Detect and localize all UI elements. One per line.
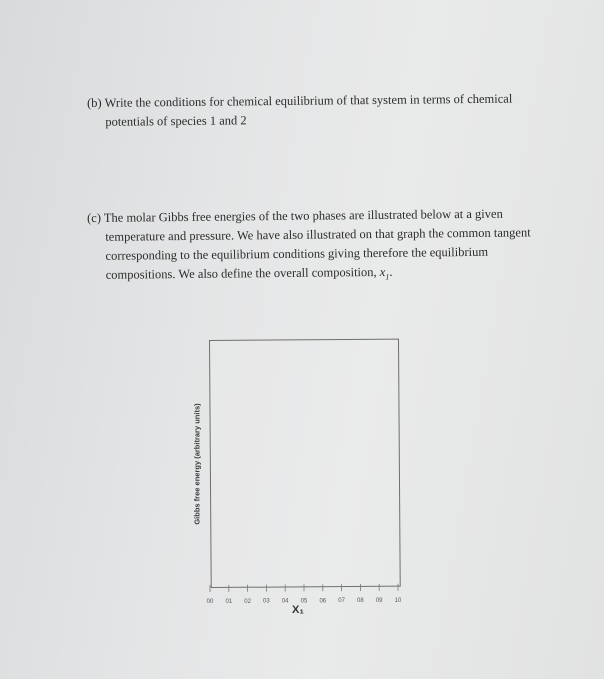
part-b-line-1: (b) Write the conditions for chemical equilibrium of that system in terms of chemical bbox=[87, 91, 513, 110]
x-tick-label: 00 bbox=[206, 599, 214, 605]
part-c-line-4-text: compositions. We also define the overall composition, bbox=[105, 264, 380, 282]
part-c-line-4-end: . bbox=[389, 264, 393, 279]
x-tick-label: 09 bbox=[375, 597, 383, 604]
x-tick-label: 05 bbox=[300, 598, 308, 605]
x-tick-label: 04 bbox=[281, 598, 289, 605]
x-axis-label: X₁ bbox=[292, 604, 304, 616]
y-axis-label: Gibbs free energy (arbitrary units) bbox=[192, 403, 202, 525]
composition-subscript: 1 bbox=[385, 272, 390, 282]
x-tick-label: 08 bbox=[357, 598, 364, 605]
x-tick-label: 03 bbox=[263, 598, 270, 605]
x-tick-label: 01 bbox=[225, 598, 233, 605]
part-b-line-2: potentials of species 1 and 2 bbox=[105, 113, 247, 129]
part-c-line-2: temperature and pressure. We have also illustrated on that graph the common tangent bbox=[105, 225, 531, 244]
x-tick-label: 06 bbox=[319, 598, 327, 605]
composition-symbol: x bbox=[379, 264, 386, 279]
x-tick-label: 07 bbox=[338, 598, 345, 605]
part-c-line-3: corresponding to the equilibrium conditions giving therefore the equilibrium bbox=[105, 244, 489, 263]
x-tick-label: 02 bbox=[244, 598, 251, 605]
x-tick-label: 10 bbox=[394, 597, 402, 604]
part-c-line-1: (c) The molar Gibbs free energies of the two phases are illustrated below at a given bbox=[87, 206, 503, 225]
